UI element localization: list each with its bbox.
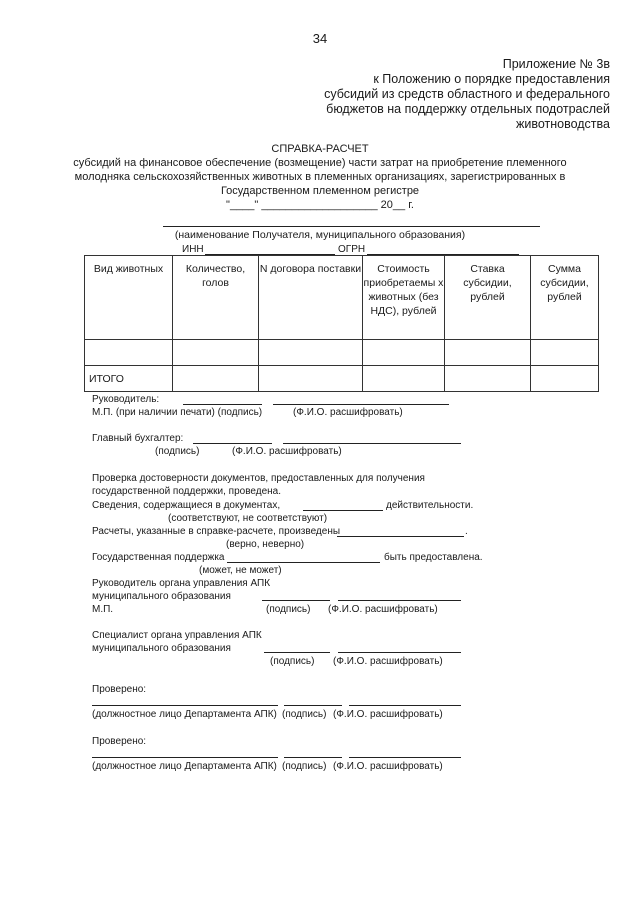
table-total-row: [85, 366, 599, 392]
fio-caption: (Ф.И.О. расшифровать): [232, 446, 342, 457]
calc-text-end: .: [465, 526, 468, 537]
chief-accountant-label: Главный бухгалтер:: [92, 433, 184, 444]
support-caption: (может, не может): [199, 565, 282, 576]
title-line: субсидий на финансовое обеспечение (возмещение) части затрат на приобретение племенного: [73, 157, 567, 169]
signature-caption: (подпись): [282, 761, 327, 772]
annex-line: к Положению о порядке предоставления: [373, 72, 610, 86]
table-cell[interactable]: [363, 366, 445, 392]
fio-caption: (Ф.И.О. расшифровать): [333, 656, 443, 667]
signature-caption: (подпись): [266, 604, 311, 615]
check-text-line: Проверка достоверности документов, предоставленных для получения: [92, 473, 425, 484]
calc-status-field[interactable]: [337, 536, 464, 537]
column-header: Ставка субсидии, рублей: [445, 256, 531, 340]
annex-header: [310, 57, 610, 132]
column-header: N договора поставки: [259, 256, 363, 340]
table-cell[interactable]: [173, 340, 259, 366]
info-text-end: действительности.: [386, 500, 474, 511]
official-signature-field[interactable]: [284, 705, 342, 706]
table-cell[interactable]: [531, 340, 599, 366]
support-status-field[interactable]: [227, 562, 380, 563]
support-text: Государственная поддержка: [92, 552, 225, 563]
head-signature-field[interactable]: [183, 404, 262, 405]
official-name-field[interactable]: [349, 757, 461, 758]
support-text-end: быть предоставлена.: [384, 552, 483, 563]
table-row: [85, 340, 599, 366]
official-caption: (должностное лицо Департамента АПК): [92, 709, 277, 720]
column-header: Сумма субсидии, рублей: [531, 256, 599, 340]
apk-specialist-signature-field[interactable]: [264, 652, 330, 653]
annex-line: животноводства: [515, 117, 610, 131]
table-cell[interactable]: [445, 366, 531, 392]
document-title: [0, 142, 640, 212]
head-name-field[interactable]: [273, 404, 449, 405]
column-header: Вид животных: [85, 256, 173, 340]
title-heading: СПРАВКА-РАСЧЕТ: [271, 143, 369, 155]
table-header-row: [85, 256, 599, 340]
fio-caption: (Ф.И.О. расшифровать): [333, 709, 443, 720]
table-cell[interactable]: [531, 366, 599, 392]
title-line: Государственном племенном регистре: [220, 185, 420, 197]
signature-caption: (подпись): [282, 709, 327, 720]
table-cell[interactable]: [363, 340, 445, 366]
check-text-line: государственной поддержки, проведена.: [92, 486, 282, 497]
recipient-name-line: [163, 226, 540, 227]
page-number: 34: [312, 31, 328, 46]
official-position-field[interactable]: [92, 705, 278, 706]
chief-accountant-signature-field[interactable]: [193, 443, 272, 444]
fio-caption: (Ф.И.О. расшифровать): [293, 407, 403, 418]
table-cell[interactable]: [85, 340, 173, 366]
apk-specialist-label: Специалист органа управления АПК: [92, 630, 262, 641]
fio-caption: (Ф.И.О. расшифровать): [328, 604, 438, 615]
signature-caption: (подпись): [270, 656, 315, 667]
head-label: Руководитель:: [92, 394, 160, 405]
fio-caption: (Ф.И.О. расшифровать): [333, 761, 443, 772]
annex-line: субсидий из средств областного и федерального: [324, 87, 610, 101]
apk-head-label: муниципального образования: [92, 591, 231, 602]
table-cell[interactable]: [445, 340, 531, 366]
calc-caption: (верно, неверно): [226, 539, 305, 550]
info-status-field[interactable]: [303, 510, 383, 511]
title-line: молодняка сельскохозяйственных животных в племенных организациях, зарегистрированных в: [74, 171, 566, 183]
subsidy-table: [84, 255, 599, 392]
checked-label: Проверено:: [92, 684, 147, 695]
apk-head-label: Руководитель органа управления АПК: [92, 578, 271, 589]
total-label: ИТОГО: [85, 366, 173, 392]
mp-label: М.П.: [92, 604, 114, 615]
mp-signature-caption: М.П. (при наличии печати) (подпись): [92, 407, 263, 418]
signature-caption: (подпись): [155, 446, 200, 457]
recipient-caption: (наименование Получателя, муниципального образования): [174, 229, 466, 241]
checked-label: Проверено:: [92, 736, 147, 747]
official-name-field[interactable]: [349, 705, 461, 706]
table-cell[interactable]: [259, 340, 363, 366]
apk-specialist-label: муниципального образования: [92, 643, 231, 654]
apk-head-name-field[interactable]: [338, 600, 461, 601]
official-position-field[interactable]: [92, 757, 278, 758]
apk-head-signature-field[interactable]: [262, 600, 330, 601]
official-caption: (должностное лицо Департамента АПК): [92, 761, 277, 772]
date-line: "____" ___________________ 20__ г.: [226, 199, 414, 211]
ogrn-label: ОГРН: [338, 244, 366, 255]
column-header: Количество, голов: [173, 256, 259, 340]
inn-label: ИНН: [182, 244, 204, 255]
apk-specialist-name-field[interactable]: [338, 652, 461, 653]
info-caption: (соответствуют, не соответствуют): [168, 513, 328, 524]
annex-line: Приложение № 3в: [502, 57, 610, 71]
official-signature-field[interactable]: [284, 757, 342, 758]
calc-text: Расчеты, указанные в справке-расчете, произведены: [92, 526, 341, 537]
info-text: Сведения, содержащиеся в документах,: [92, 500, 281, 511]
annex-line: бюджетов на поддержку отдельных подотраслей: [326, 102, 610, 116]
chief-accountant-name-field[interactable]: [283, 443, 461, 444]
table-cell[interactable]: [259, 366, 363, 392]
table-cell[interactable]: [173, 366, 259, 392]
column-header: Стоимость приобретаемы х животных (без НДС), рублей: [363, 256, 445, 340]
